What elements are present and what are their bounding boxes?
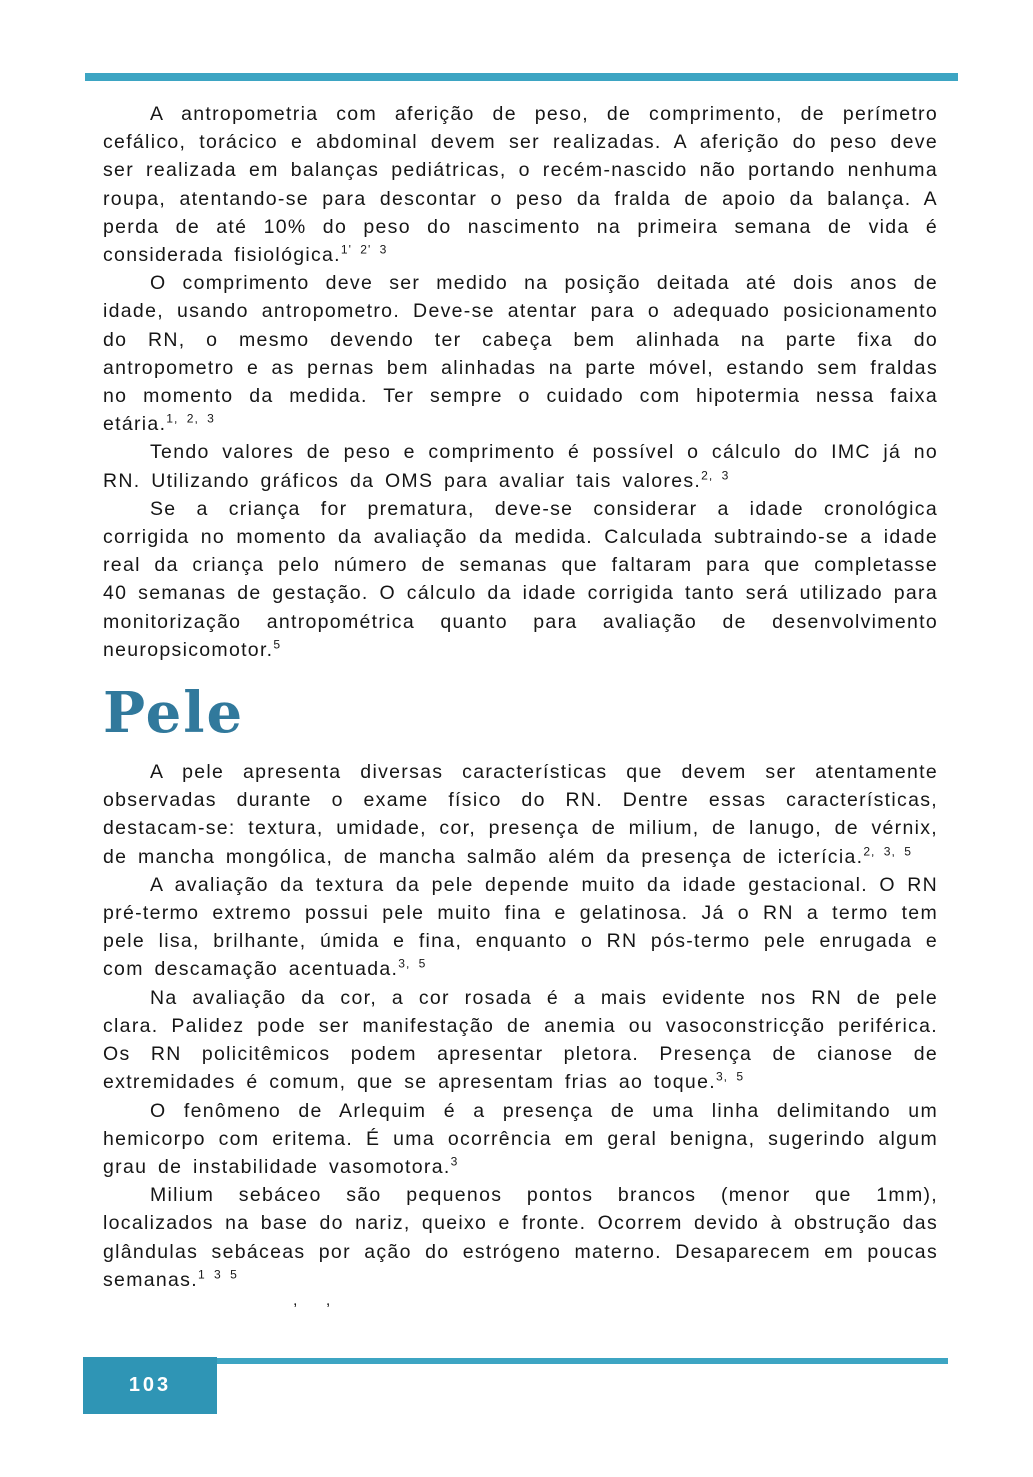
paragraph-text: A antropometria com aferição de peso, de comprimento, de perímetro cefálico, torácico e abdominal devem ser realizadas. A aferição do peso deve ser realizada em balanças pediátricas, o recém-nascido não portando nenhuma roupa, atentando-se para descontar o peso da fralda de apoio da balança. A perda de até 10% do peso do nascimento na primeira semana de vida é considerada fisiológica. (103, 103, 938, 267)
page-number-badge (83, 1357, 217, 1414)
citation-marker: 3, 5 (715, 1069, 745, 1084)
paragraph-harlequin (103, 1097, 938, 1182)
paragraph-skin-color (103, 984, 938, 1097)
paragraph-skin-texture (103, 871, 938, 984)
citation-marker: 2, 3, 5 (863, 844, 912, 859)
wrapped-comma-marks: , , (293, 1291, 343, 1309)
top-rule (85, 73, 958, 81)
section-heading: Pele (103, 680, 245, 747)
citation-marker: 3 (450, 1154, 459, 1169)
paragraph-text: O comprimento deve ser medido na posição deitada até dois anos de idade, usando antropometro. Deve-se atentar para o adequado posicionamento do RN, o mesmo devendo ter cabeça bem alinhada na parte fixa do antropometro e as pernas bem alinhadas na parte móvel, estando sem fraldas no momento da medida. Ter sempre o cuidado com hipotermia nessa faixa etária. (103, 272, 938, 436)
paragraph-text: Tendo valores de peso e comprimento é possível o cálculo do IMC já no RN. Utilizando gráficos da OMS para avaliar tais valores. (103, 441, 938, 492)
paragraph-text: Milium sebáceo são pequenos pontos brancos (menor que 1mm), localizados na base do nariz, queixo e fronte. Ocorrem devido à obstrução das glândulas sebáceas por ação do estrógeno materno. Desaparecem em poucas semanas. (103, 1184, 938, 1291)
paragraph-text: Se a criança for prematura, deve-se considerar a idade cronológica corrigida no momento da avaliação da medida. Calculada subtraindo-se a idade real da criança pelo número de semanas que faltaram para que completasse 40 semanas de gestação. O cálculo da idade corrigida tanto será utilizado para monitorização antropométrica quanto para avaliação de desenvolvimento neuropsicomotor. (103, 497, 938, 661)
paragraph-imc (103, 438, 938, 494)
citation-marker: 1, 2, 3 (166, 411, 215, 426)
paragraph-text: Na avaliação da cor, a cor rosada é a mais evidente nos RN de pele clara. Palidez pode ser manifestação de anemia ou vasoconstricção periférica. Os RN policitêmicos podem apresentar pletora. Presença de cianose de extremidades é comum, que se apresentam frias ao toque. (103, 986, 938, 1094)
page-number: 103 (128, 1374, 172, 1396)
paragraph-skin-characteristics (103, 758, 938, 871)
citation-marker: 1' 2' 3 (340, 242, 388, 257)
paragraph-text: A avaliação da textura da pele depende muito da idade gestacional. O RN pré-termo extremo possui pele muito fina e gelatinosa. Já o RN a termo tem pele lisa, brilhante, úmida e fina, enquanto o RN pós-termo pele enrugada e com descamação acentuada. (103, 873, 938, 981)
page-content (103, 100, 938, 1308)
citation-marker: 1 3 5 (197, 1267, 238, 1282)
paragraph-milium (103, 1181, 938, 1294)
citation-marker: 3, 5 (398, 956, 427, 971)
footer-rule (217, 1358, 948, 1364)
paragraph-length-measure (103, 269, 938, 438)
citation-marker: 2, 3 (701, 468, 730, 483)
citation-marker: 5 (273, 637, 282, 652)
paragraph-text: O fenômeno de Arlequim é a presença de uma linha delimitando um hemicorpo com eritema. É uma ocorrência em geral benigna, sugerindo algum grau de instabilidade vasomotora. (103, 1099, 938, 1178)
paragraph-text: A pele apresenta diversas características que devem ser atentamente observadas durante o exame físico do RN. Dentre essas características, destacam-se: textura, umidade, cor, presença de milium, de lanugo, de vérnix, de mancha mongólica, de mancha salmão além da presença de icterícia. (103, 761, 938, 868)
paragraph-corrected-age (103, 495, 938, 664)
paragraph-anthropometry (103, 100, 938, 269)
